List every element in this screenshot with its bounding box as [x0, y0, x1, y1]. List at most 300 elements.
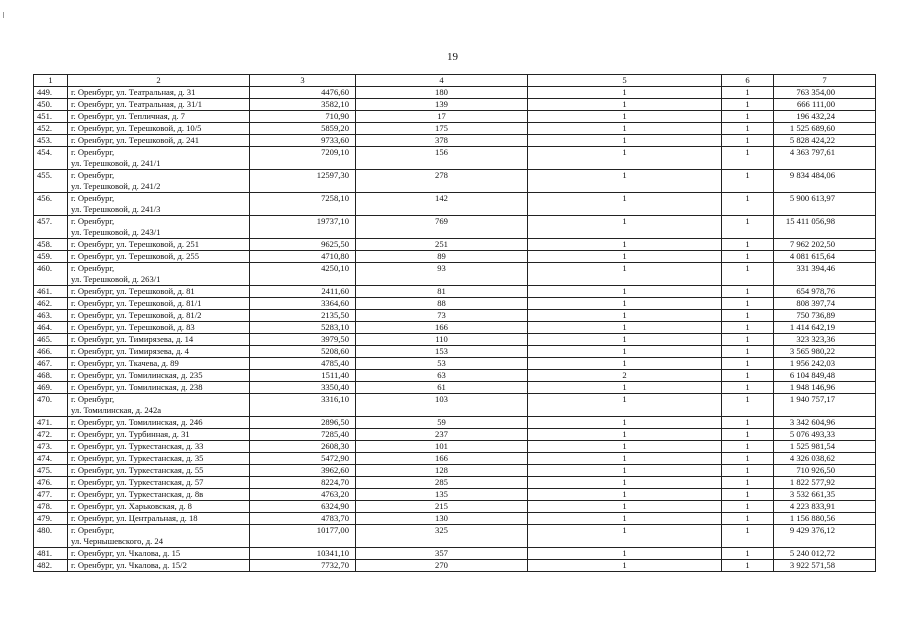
row-area: 4763,20: [250, 489, 356, 501]
registry-table: [33, 74, 876, 572]
row-area: 2896,50: [250, 417, 356, 429]
address-line: г. Оренбург, ул. Томилинская, д. 246: [71, 417, 203, 427]
row-count: 128: [356, 465, 528, 477]
row-sum: 3 342 604,96: [774, 417, 876, 429]
address-line: г. Оренбург,: [71, 263, 115, 273]
address-line: г. Оренбург, ул. Харьковская, д. 8: [71, 501, 192, 511]
table-row: [34, 147, 876, 170]
row-number: 451.: [34, 111, 68, 123]
table-row: [34, 99, 876, 111]
row-number: 468.: [34, 370, 68, 382]
row-sum: 4 363 797,61: [774, 147, 876, 170]
address-line: ул. Терешковой, д. 241/1: [71, 158, 161, 168]
column-header: 3: [250, 75, 356, 87]
address-line: г. Оренбург, ул. Турбинная, д. 31: [71, 429, 190, 439]
row-col5: 1: [528, 346, 722, 358]
address-line: г. Оренбург, ул. Туркестанская, д. 55: [71, 465, 204, 475]
row-col6: 1: [722, 298, 774, 310]
column-header: 7: [774, 75, 876, 87]
table-row: [34, 560, 876, 572]
row-col5: 1: [528, 298, 722, 310]
row-sum: 710 926,50: [774, 465, 876, 477]
address-line: г. Оренбург, ул. Терешковой, д. 241: [71, 135, 200, 145]
row-sum: 4 223 833,91: [774, 501, 876, 513]
row-count: 237: [356, 429, 528, 441]
address-line: г. Оренбург, ул. Театральная, д. 31/1: [71, 99, 203, 109]
address-line: г. Оренбург, ул. Терешковой, д. 10/5: [71, 123, 202, 133]
row-area: 7285,40: [250, 429, 356, 441]
row-count: 175: [356, 123, 528, 135]
column-header-row: [34, 75, 876, 87]
row-address: [68, 358, 250, 370]
row-number: 476.: [34, 477, 68, 489]
address-line: г. Оренбург, ул. Терешковой, д. 81/2: [71, 310, 202, 320]
row-col5: 1: [528, 560, 722, 572]
address-line: г. Оренбург, ул. Терешковой, д. 251: [71, 239, 200, 249]
row-address: [68, 441, 250, 453]
row-sum: 808 397,74: [774, 298, 876, 310]
row-count: 89: [356, 251, 528, 263]
table-row: [34, 525, 876, 548]
row-area: 2608,30: [250, 441, 356, 453]
row-count: 103: [356, 394, 528, 417]
row-address: [68, 251, 250, 263]
row-col6: 1: [722, 513, 774, 525]
row-col5: 1: [528, 382, 722, 394]
row-number: 481.: [34, 548, 68, 560]
address-line: ул. Терешковой, д. 243/1: [71, 227, 161, 237]
address-line: г. Оренбург, ул. Томилинская, д. 238: [71, 382, 203, 392]
row-address: [68, 417, 250, 429]
row-col6: 1: [722, 429, 774, 441]
row-count: 166: [356, 453, 528, 465]
table-row: [34, 453, 876, 465]
row-col6: 1: [722, 87, 774, 99]
row-number: 478.: [34, 501, 68, 513]
row-count: 285: [356, 477, 528, 489]
row-number: 477.: [34, 489, 68, 501]
row-count: 61: [356, 382, 528, 394]
row-sum: 763 354,00: [774, 87, 876, 99]
row-sum: 5 240 012,72: [774, 548, 876, 560]
row-col5: 1: [528, 147, 722, 170]
row-col5: 1: [528, 111, 722, 123]
row-col5: 1: [528, 193, 722, 216]
table-row: [34, 501, 876, 513]
row-area: 7209,10: [250, 147, 356, 170]
row-count: 17: [356, 111, 528, 123]
address-line: г. Оренбург, ул. Туркестанская, д. 33: [71, 441, 204, 451]
row-area: 3350,40: [250, 382, 356, 394]
row-sum: 654 978,76: [774, 286, 876, 298]
row-number: 462.: [34, 298, 68, 310]
row-sum: 5 900 613,97: [774, 193, 876, 216]
row-area: 4250,10: [250, 263, 356, 286]
row-count: 59: [356, 417, 528, 429]
row-sum: 1 822 577,92: [774, 477, 876, 489]
row-col6: 1: [722, 560, 774, 572]
row-sum: 1 525 689,60: [774, 123, 876, 135]
table-row: [34, 465, 876, 477]
row-address: [68, 477, 250, 489]
row-area: 8224,70: [250, 477, 356, 489]
row-number: 452.: [34, 123, 68, 135]
row-area: 10341,10: [250, 548, 356, 560]
row-address: [68, 453, 250, 465]
row-address: [68, 370, 250, 382]
row-col5: 1: [528, 251, 722, 263]
row-col5: 1: [528, 465, 722, 477]
row-col5: 1: [528, 99, 722, 111]
address-line: г. Оренбург, ул. Терешковой, д. 255: [71, 251, 200, 261]
row-area: 7732,70: [250, 560, 356, 572]
row-sum: 5 828 424,22: [774, 135, 876, 147]
row-number: 449.: [34, 87, 68, 99]
row-area: 3582,10: [250, 99, 356, 111]
address-line: г. Оренбург, ул. Центральная, д. 18: [71, 513, 198, 523]
row-col6: 1: [722, 346, 774, 358]
row-col5: 1: [528, 87, 722, 99]
row-address: [68, 465, 250, 477]
table-row: [34, 216, 876, 239]
column-header: 4: [356, 75, 528, 87]
row-count: 88: [356, 298, 528, 310]
row-col6: 1: [722, 501, 774, 513]
row-sum: 196 432,24: [774, 111, 876, 123]
address-line: г. Оренбург,: [71, 147, 115, 157]
row-area: 710,90: [250, 111, 356, 123]
row-col5: 2: [528, 370, 722, 382]
row-col6: 1: [722, 99, 774, 111]
table-row: [34, 382, 876, 394]
row-sum: 4 081 615,64: [774, 251, 876, 263]
row-address: [68, 334, 250, 346]
address-line: г. Оренбург,: [71, 193, 115, 203]
row-area: 7258,10: [250, 193, 356, 216]
row-address: [68, 135, 250, 147]
row-count: 73: [356, 310, 528, 322]
address-line: ул. Терешковой, д. 263/1: [71, 274, 161, 284]
address-line: г. Оренбург, ул. Ткачева, д. 89: [71, 358, 179, 368]
row-number: 450.: [34, 99, 68, 111]
row-number: 467.: [34, 358, 68, 370]
row-number: 475.: [34, 465, 68, 477]
row-col6: 1: [722, 216, 774, 239]
row-col5: 1: [528, 334, 722, 346]
row-sum: 331 394,46: [774, 263, 876, 286]
row-area: 5283,10: [250, 322, 356, 334]
row-col5: 1: [528, 501, 722, 513]
table-row: [34, 239, 876, 251]
row-sum: 15 411 056,98: [774, 216, 876, 239]
table-row: [34, 429, 876, 441]
row-col6: 1: [722, 123, 774, 135]
row-sum: 1 956 242,03: [774, 358, 876, 370]
table-row: [34, 135, 876, 147]
row-address: [68, 525, 250, 548]
row-number: 471.: [34, 417, 68, 429]
row-area: 2411,60: [250, 286, 356, 298]
row-address: [68, 548, 250, 560]
row-sum: 1 156 880,56: [774, 513, 876, 525]
row-address: [68, 193, 250, 216]
row-sum: 3 532 661,35: [774, 489, 876, 501]
address-line: г. Оренбург,: [71, 525, 115, 535]
table-row: [34, 193, 876, 216]
page-number: 19: [447, 51, 458, 63]
row-number: 472.: [34, 429, 68, 441]
address-line: г. Оренбург, ул. Чкалова, д. 15: [71, 548, 181, 558]
row-sum: 5 076 493,33: [774, 429, 876, 441]
table-row: [34, 170, 876, 193]
row-col5: 1: [528, 441, 722, 453]
row-area: 4710,80: [250, 251, 356, 263]
column-header: 1: [34, 75, 68, 87]
row-col5: 1: [528, 394, 722, 417]
row-number: 460.: [34, 263, 68, 286]
row-sum: 1 940 757,17: [774, 394, 876, 417]
row-col6: 1: [722, 489, 774, 501]
row-address: [68, 310, 250, 322]
row-sum: 3 565 980,22: [774, 346, 876, 358]
row-col6: 1: [722, 453, 774, 465]
row-address: [68, 346, 250, 358]
address-line: г. Оренбург, ул. Туркестанская, д. 8в: [71, 489, 204, 499]
row-sum: 7 962 202,50: [774, 239, 876, 251]
row-col6: 1: [722, 525, 774, 548]
row-count: 130: [356, 513, 528, 525]
table-row: [34, 370, 876, 382]
row-col5: 1: [528, 135, 722, 147]
row-count: 180: [356, 87, 528, 99]
row-col6: 1: [722, 193, 774, 216]
row-count: 325: [356, 525, 528, 548]
row-col5: 1: [528, 310, 722, 322]
row-address: [68, 263, 250, 286]
row-address: [68, 147, 250, 170]
row-count: 270: [356, 560, 528, 572]
row-address: [68, 239, 250, 251]
row-col6: 1: [722, 358, 774, 370]
row-col6: 1: [722, 111, 774, 123]
row-col5: 1: [528, 170, 722, 193]
table-row: [34, 417, 876, 429]
row-address: [68, 513, 250, 525]
row-sum: 1 525 981,54: [774, 441, 876, 453]
address-line: г. Оренбург, ул. Тимирязева, д. 14: [71, 334, 194, 344]
row-address: [68, 489, 250, 501]
table-row: [34, 263, 876, 286]
row-address: [68, 99, 250, 111]
row-address: [68, 429, 250, 441]
row-col5: 1: [528, 358, 722, 370]
row-count: 278: [356, 170, 528, 193]
row-col6: 1: [722, 382, 774, 394]
row-area: 9625,50: [250, 239, 356, 251]
address-line: ул. Томилинская, д. 242а: [71, 405, 162, 415]
address-line: ул. Терешковой, д. 241/3: [71, 204, 161, 214]
row-count: 110: [356, 334, 528, 346]
table-row: [34, 513, 876, 525]
row-area: 5859,20: [250, 123, 356, 135]
row-count: 139: [356, 99, 528, 111]
row-col5: 1: [528, 216, 722, 239]
row-col6: 1: [722, 548, 774, 560]
row-sum: 666 111,00: [774, 99, 876, 111]
row-col6: 1: [722, 239, 774, 251]
row-sum: 1 948 146,96: [774, 382, 876, 394]
row-sum: 9 429 376,12: [774, 525, 876, 548]
row-area: 3962,60: [250, 465, 356, 477]
row-area: 12597,30: [250, 170, 356, 193]
table-row: [34, 334, 876, 346]
row-area: 5208,60: [250, 346, 356, 358]
row-sum: 323 323,36: [774, 334, 876, 346]
row-address: [68, 298, 250, 310]
table-row: [34, 298, 876, 310]
table-row: [34, 322, 876, 334]
row-count: 93: [356, 263, 528, 286]
row-area: 3316,10: [250, 394, 356, 417]
row-count: 215: [356, 501, 528, 513]
table-row: [34, 358, 876, 370]
row-col5: 1: [528, 239, 722, 251]
row-area: 4783,70: [250, 513, 356, 525]
address-line: г. Оренбург, ул. Туркестанская, д. 35: [71, 453, 204, 463]
row-col6: 1: [722, 441, 774, 453]
row-number: 458.: [34, 239, 68, 251]
row-address: [68, 216, 250, 239]
registry-body: [34, 87, 876, 572]
row-sum: 1 414 642,19: [774, 322, 876, 334]
row-col6: 1: [722, 477, 774, 489]
row-number: 466.: [34, 346, 68, 358]
row-col6: 1: [722, 417, 774, 429]
scan-edge-mark: [3, 12, 4, 18]
row-col6: 1: [722, 322, 774, 334]
row-col5: 1: [528, 525, 722, 548]
row-number: 474.: [34, 453, 68, 465]
address-line: ул. Терешковой, д. 241/2: [71, 181, 161, 191]
row-sum: 4 326 038,62: [774, 453, 876, 465]
row-address: [68, 501, 250, 513]
row-sum: 3 922 571,58: [774, 560, 876, 572]
row-count: 769: [356, 216, 528, 239]
row-col5: 1: [528, 286, 722, 298]
row-address: [68, 170, 250, 193]
row-col6: 1: [722, 334, 774, 346]
address-line: г. Оренбург, ул. Тепличная, д. 7: [71, 111, 185, 121]
row-number: 456.: [34, 193, 68, 216]
table-row: [34, 548, 876, 560]
table-row: [34, 489, 876, 501]
row-count: 153: [356, 346, 528, 358]
row-sum: 9 834 484,06: [774, 170, 876, 193]
table-row: [34, 310, 876, 322]
row-area: 4785,40: [250, 358, 356, 370]
row-col5: 1: [528, 513, 722, 525]
row-count: 142: [356, 193, 528, 216]
row-count: 166: [356, 322, 528, 334]
table-row: [34, 394, 876, 417]
row-area: 6324,90: [250, 501, 356, 513]
row-col6: 1: [722, 286, 774, 298]
row-count: 378: [356, 135, 528, 147]
table-row: [34, 123, 876, 135]
row-col5: 1: [528, 429, 722, 441]
row-col6: 1: [722, 170, 774, 193]
address-line: г. Оренбург, ул. Туркестанская, д. 57: [71, 477, 204, 487]
row-address: [68, 123, 250, 135]
table-row: [34, 346, 876, 358]
row-col5: 1: [528, 548, 722, 560]
row-count: 81: [356, 286, 528, 298]
row-number: 453.: [34, 135, 68, 147]
row-col5: 1: [528, 263, 722, 286]
row-number: 473.: [34, 441, 68, 453]
row-col6: 1: [722, 135, 774, 147]
row-number: 457.: [34, 216, 68, 239]
address-line: г. Оренбург, ул. Томилинская, д. 235: [71, 370, 203, 380]
row-area: 1511,40: [250, 370, 356, 382]
row-address: [68, 286, 250, 298]
address-line: г. Оренбург, ул. Чкалова, д. 15/2: [71, 560, 187, 570]
address-line: г. Оренбург, ул. Театральная, д. 31: [71, 87, 196, 97]
row-area: 19737,10: [250, 216, 356, 239]
row-area: 4476,60: [250, 87, 356, 99]
row-address: [68, 560, 250, 572]
row-col6: 1: [722, 251, 774, 263]
address-line: г. Оренбург, ул. Терешковой, д. 81: [71, 286, 195, 296]
row-area: 3979,50: [250, 334, 356, 346]
table-row: [34, 477, 876, 489]
row-number: 464.: [34, 322, 68, 334]
column-header: 6: [722, 75, 774, 87]
row-number: 470.: [34, 394, 68, 417]
row-number: 461.: [34, 286, 68, 298]
row-col5: 1: [528, 322, 722, 334]
row-col5: 1: [528, 477, 722, 489]
address-line: г. Оренбург,: [71, 394, 115, 404]
row-col6: 1: [722, 147, 774, 170]
row-count: 357: [356, 548, 528, 560]
address-line: г. Оренбург, ул. Тимирязева, д. 4: [71, 346, 189, 356]
row-count: 101: [356, 441, 528, 453]
row-address: [68, 382, 250, 394]
row-count: 53: [356, 358, 528, 370]
row-count: 63: [356, 370, 528, 382]
row-number: 455.: [34, 170, 68, 193]
row-number: 480.: [34, 525, 68, 548]
row-number: 454.: [34, 147, 68, 170]
row-number: 465.: [34, 334, 68, 346]
row-count: 135: [356, 489, 528, 501]
row-area: 2135,50: [250, 310, 356, 322]
row-number: 482.: [34, 560, 68, 572]
row-col5: 1: [528, 417, 722, 429]
row-address: [68, 322, 250, 334]
table-row: [34, 111, 876, 123]
address-line: ул. Чернышевского, д. 24: [71, 536, 164, 546]
row-area: 10177,00: [250, 525, 356, 548]
row-area: 9733,60: [250, 135, 356, 147]
row-col5: 1: [528, 489, 722, 501]
row-col5: 1: [528, 453, 722, 465]
row-sum: 6 104 849,48: [774, 370, 876, 382]
table-row: [34, 441, 876, 453]
row-col6: 1: [722, 263, 774, 286]
row-address: [68, 394, 250, 417]
